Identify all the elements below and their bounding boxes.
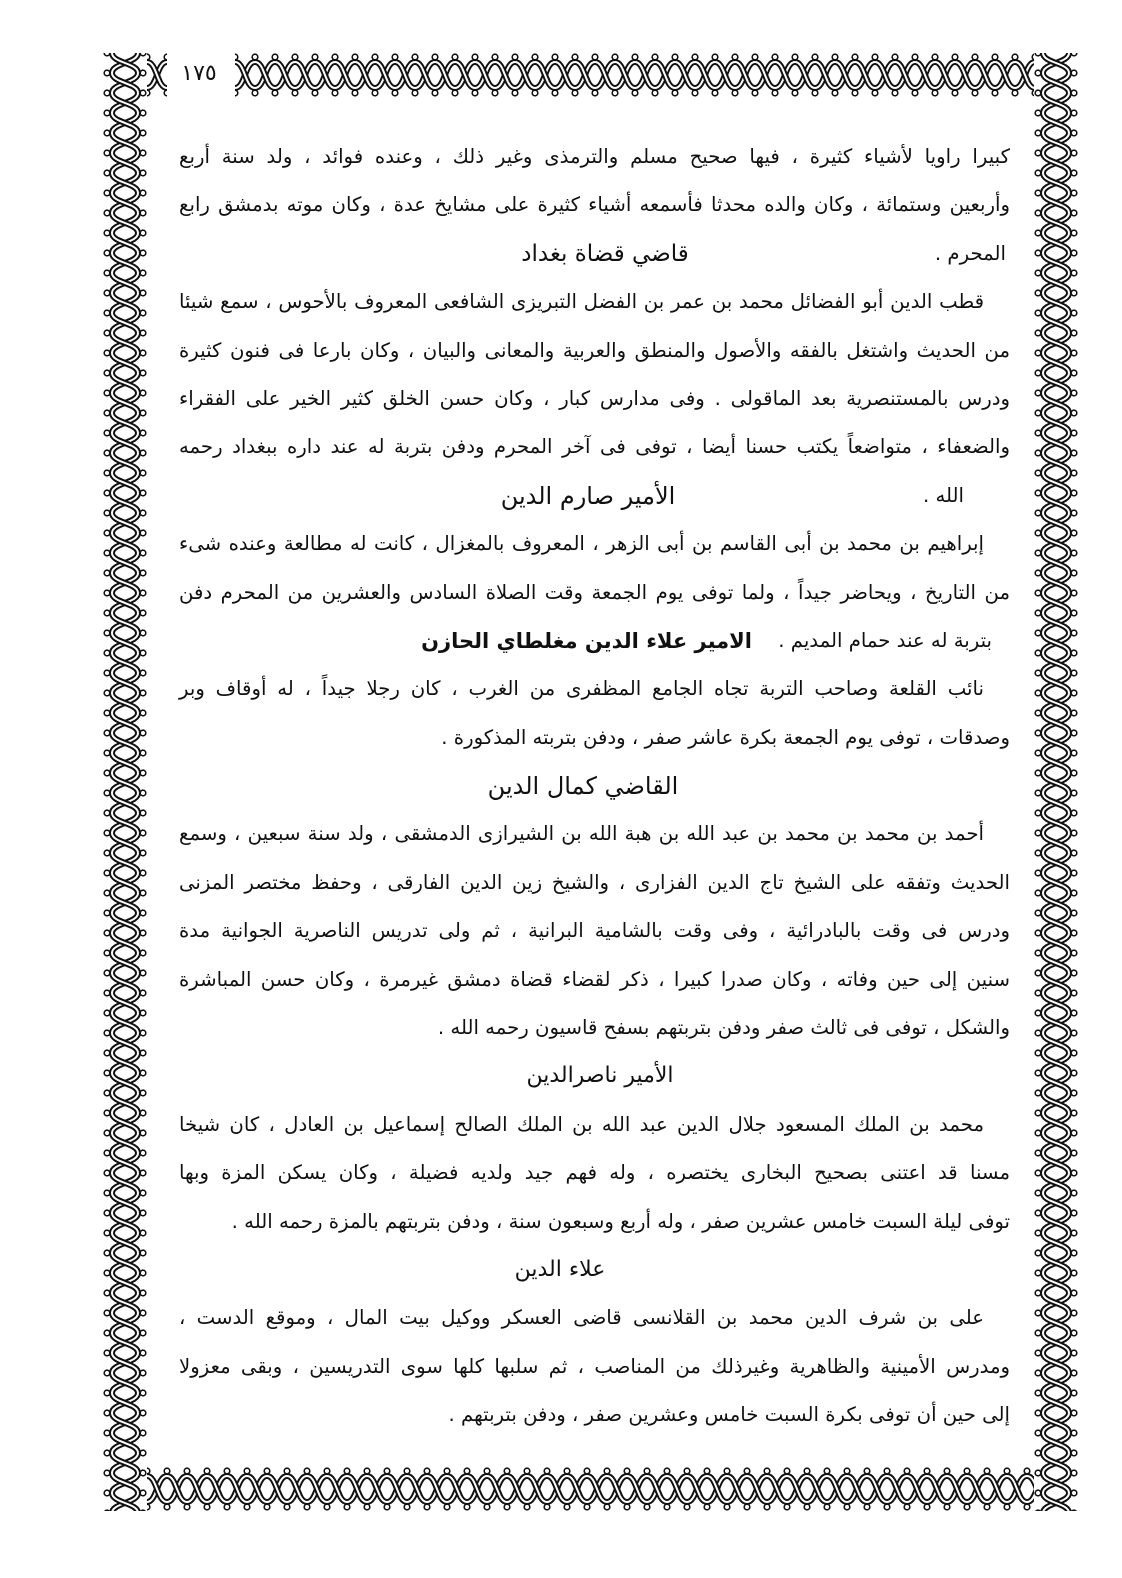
text-line-content: سنين إلى حين وفاته ، وكان صدرا كبيرا ، ذكر لقضاء قضاة دمشق غيرمرة ، وكان حسن المباشرة	[179, 967, 1010, 991]
text-line-content: توفى ليلة السبت خامس عشرين صفر ، وله أربع وسبعون سنة ، ودفن بتربتهم بالمزة رحمه الله .	[231, 1209, 1010, 1233]
text-line	[178, 907, 1010, 955]
text-line-content: مسنا قد اعتنى بصحيح البخارى يختصره ، وله فهم جيد ولديه فضيلة ، وكان يسكن المزة وبها	[179, 1161, 1010, 1185]
text-line	[178, 278, 1010, 326]
border-right	[1034, 53, 1078, 1511]
heading-line	[178, 1052, 1010, 1100]
heading-line	[178, 762, 1010, 810]
text-line-content: من التاريخ ، ويحاضر جيداً ، ولما توفى يوم الجمعة وقت الصلاة السادس والعشرين من المحرم دفن	[179, 580, 1010, 604]
text-line	[178, 810, 1010, 858]
border-top-corner	[147, 53, 167, 97]
text-line	[178, 423, 1010, 471]
text-line-content: ودرس بالمستنصرية بعد الماقولى . وفى مدارس كبار ، وكان حسن الخلق كثير الخير على الفقراء	[179, 386, 1010, 410]
text-line-content: قطب الدين أبو الفضائل محمد بن عمر بن الفضل التبريزى الشافعى المعروف بالأحوس ، سمع شيئا	[179, 290, 984, 314]
text-line	[178, 181, 1010, 229]
text-line	[178, 520, 1010, 568]
section-heading: الأمير صارم الدين	[500, 481, 676, 510]
text-line-content: الحديث وتفقه على الشيخ تاج الدين الفزارى ، والشيخ زين الدين الفارقى ، وحفظ مختصر المزنى	[179, 870, 1010, 894]
text-column	[178, 133, 1010, 1440]
text-line-content: والضعفاء ، متواضعاً يكتب حسنا أيضا ، توفى فى آخر المحرم ودفن بتربة له عند داره ببغداد رحمه	[179, 435, 1010, 459]
text-line	[178, 327, 1010, 375]
section-heading: قاضي قضاة بغداد	[521, 240, 689, 267]
border-top	[235, 53, 1034, 97]
text-line	[178, 1101, 1010, 1149]
text-line	[178, 714, 1010, 762]
text-line-content: نائب القلعة وصاحب التربة تجاه الجامع المظفرى من الغرب ، كان رجلا جيداً ، له أوقاف وبر	[179, 677, 984, 701]
text-line-content: ودرس فى وقت بالبادرائية ، وفى وقت بالشامية البرانية ، ثم ولى تدريس الناصرية الجوانية مدة	[179, 919, 1010, 943]
text-line-content: ومدرس الأمينية والظاهرية وغيرذلك من المناصب ، ثم سلبها كلها سوى التدريسين ، وبقى معزولا	[179, 1354, 1010, 1378]
text-line-content: وصدقات ، توفى يوم الجمعة بكرة عاشر صفر ، ودفن بتربته المذكورة .	[441, 725, 1010, 749]
text-line	[178, 665, 1010, 713]
text-line-content: المحرم .	[934, 241, 1006, 265]
text-line	[178, 1004, 1010, 1052]
border-bottom	[147, 1467, 1034, 1511]
text-line	[178, 569, 1010, 617]
text-line-content: بتربة له عند حمام المديم .	[778, 628, 992, 652]
text-line	[178, 1343, 1010, 1391]
text-line	[178, 1391, 1010, 1439]
text-line	[178, 1149, 1010, 1197]
text-line-content: الله .	[922, 483, 964, 507]
section-heading: الامير علاء الدين مغلطاي الحازن	[421, 628, 752, 653]
text-line	[178, 1198, 1010, 1246]
text-line-content: إلى حين أن توفى بكرة السبت خامس وعشرين صفر ، ودفن بتربتهم .	[448, 1403, 1010, 1427]
text-line	[178, 230, 1010, 278]
text-line-content: والشكل ، توفى فى ثالث صفر ودفن بتربتهم بسفح قاسيون رحمه الله .	[437, 1016, 1010, 1040]
text-line	[178, 375, 1010, 423]
text-line-content: من الحديث واشتغل بالفقه والأصول والمنطق والعربية والمعانى والبيان ، وكان بارعا فى فنون كثيرة	[179, 338, 1010, 362]
text-line	[178, 472, 1010, 520]
heading-line	[178, 1246, 1010, 1294]
text-line-content: أحمد بن محمد بن محمد بن عبد الله بن هبة الله بن الشيرازى الدمشقى ، ولد سنة سبعين ، وسمع	[179, 822, 984, 846]
text-line	[178, 617, 1010, 665]
text-line-content: على بن شرف الدين محمد بن القلانسى قاضى العسكر ووكيل بيت المال ، وموقع الدست ،	[179, 1306, 984, 1330]
text-line-content: وأربعين وستمائة ، وكان والده محدثا فأسمعه أشياء كثيرة على مشايخ عدة ، وكان موته بدمشق رابع	[179, 193, 1010, 217]
text-line-content: محمد بن الملك المسعود جلال الدين عبد الله بن الملك الصالح إسماعيل بن العادل ، كان شيخا	[179, 1112, 984, 1136]
section-heading: الأمير ناصرالدين	[526, 1063, 674, 1089]
section-heading: القاضي كمال الدين	[487, 772, 679, 801]
text-line-content: إبراهيم بن محمد بن أبى القاسم بن أبى الزهر ، المعروف بالمغزال ، كانت له مطالعة وعنده شىء	[179, 532, 984, 556]
text-line-content: كبيرا راويا لأشياء كثيرة ، فيها صحيح مسلم والترمذى وغير ذلك ، وعنده فوائد ، ولد سنة أربع	[179, 145, 1010, 168]
text-line	[178, 956, 1010, 1004]
text-line	[178, 859, 1010, 907]
text-line	[178, 133, 1010, 181]
page-number: ١٧٥	[181, 61, 217, 86]
text-line	[178, 1294, 1010, 1342]
border-left	[103, 53, 147, 1511]
section-heading: علاء الدين	[514, 1256, 606, 1282]
